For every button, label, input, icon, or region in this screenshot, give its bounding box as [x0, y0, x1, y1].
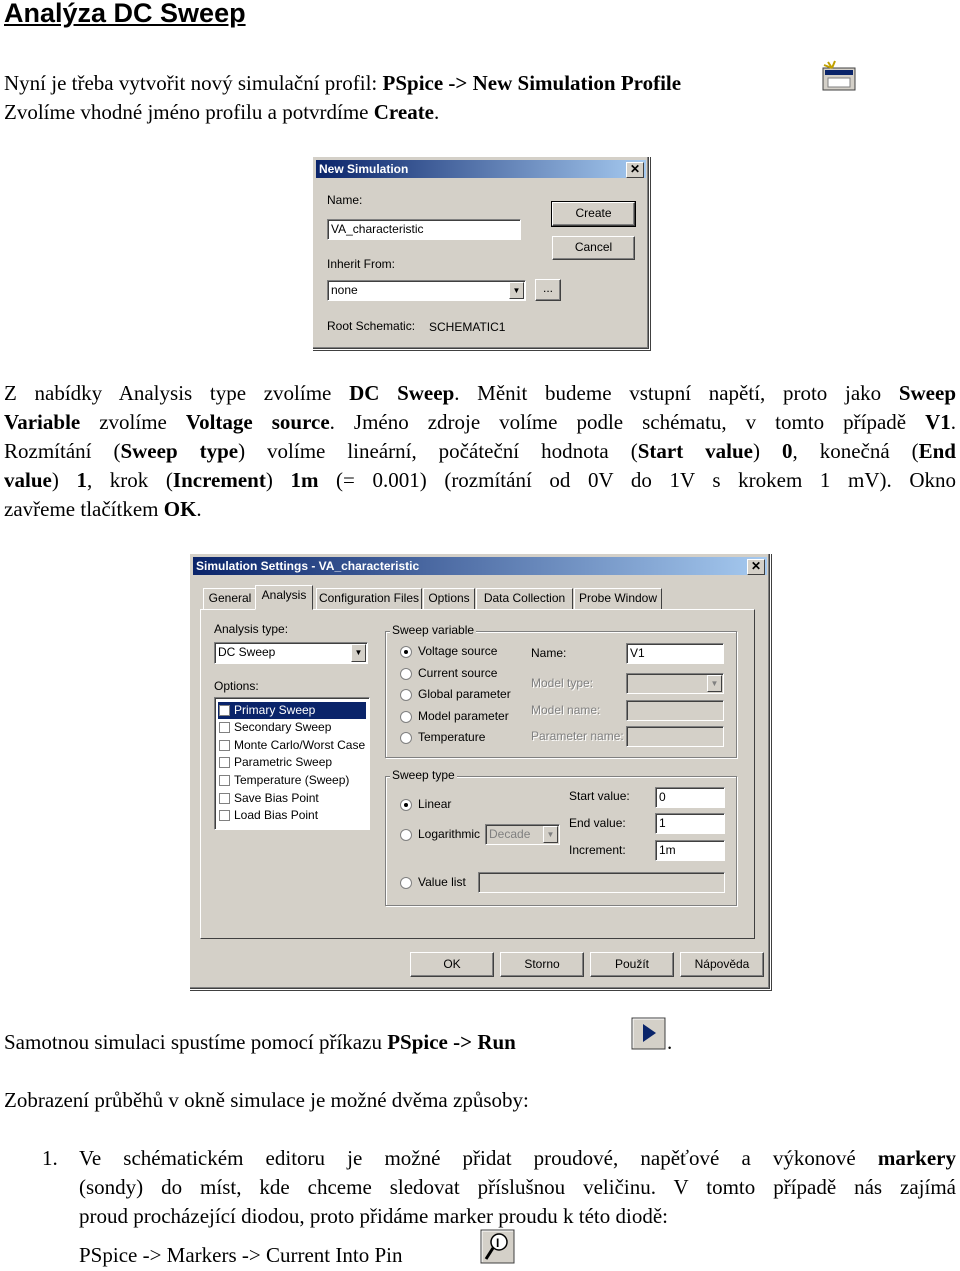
- tab-configuration-files[interactable]: Configuration Files: [316, 588, 422, 610]
- option-parametric-sweep[interactable]: Parametric Sweep: [218, 754, 366, 771]
- root-schematic-label: Root Schematic:: [327, 319, 416, 333]
- dialog-titlebar: [316, 160, 646, 178]
- inherit-from-select[interactable]: [327, 280, 526, 301]
- paragraph-3-end: .: [667, 1030, 673, 1054]
- checkbox[interactable]: [219, 705, 230, 716]
- model-name-input: [626, 700, 724, 721]
- checkbox[interactable]: [219, 775, 230, 786]
- options-list: [214, 697, 370, 830]
- tab-probe-window[interactable]: Probe Window: [574, 588, 662, 610]
- cancel-button[interactable]: Cancel: [552, 236, 635, 260]
- help-button[interactable]: Nápověda: [680, 952, 764, 977]
- log-scale-value: Decade: [489, 827, 531, 841]
- analysis-type-value: DC Sweep: [218, 645, 276, 659]
- inherit-from-value: none: [331, 283, 358, 297]
- global-parameter-label[interactable]: Global parameter: [418, 687, 511, 701]
- dialog-titlebar: [193, 557, 767, 575]
- tab-strip: [203, 588, 763, 610]
- close-button[interactable]: ✕: [626, 162, 644, 178]
- paragraph-2-line-3: Rozmítání (Sweep type) volíme lineární, počáteční hodnota (Start value) 0, konečná (End: [4, 439, 956, 463]
- start-value-input[interactable]: 0: [655, 787, 725, 808]
- log-scale-select: [485, 824, 560, 845]
- browse-button[interactable]: ...: [535, 279, 561, 301]
- model-parameter-label[interactable]: Model parameter: [418, 709, 509, 723]
- list-item-1-line-1: Ve schématickém editoru je možné přidat proudové, napěťové a výkonové markery: [79, 1146, 956, 1170]
- end-value-input[interactable]: 1: [655, 813, 725, 834]
- parameter-name-label: Parameter name:: [531, 729, 624, 743]
- radio-global-parameter[interactable]: [400, 689, 412, 701]
- paragraph-4: Zobrazení průběhů v okně simulace je možné dvěma způsoby:: [4, 1088, 529, 1112]
- voltage-source-label[interactable]: Voltage source: [418, 644, 498, 658]
- radio-linear[interactable]: [400, 799, 412, 811]
- radio-model-parameter[interactable]: [400, 711, 412, 723]
- current-source-label[interactable]: Current source: [418, 666, 498, 680]
- temperature-label[interactable]: Temperature: [418, 730, 486, 744]
- chevron-down-icon: ▼: [707, 675, 722, 692]
- linear-label[interactable]: Linear: [418, 797, 452, 811]
- apply-button[interactable]: Použít: [590, 952, 674, 977]
- end-value-label: End value:: [569, 816, 626, 830]
- increment-label: Increment:: [569, 843, 626, 857]
- value-list-label[interactable]: Value list: [418, 875, 466, 889]
- tab-analysis[interactable]: Analysis: [255, 585, 313, 610]
- list-item-number: 1.: [42, 1146, 58, 1170]
- checkbox[interactable]: [219, 793, 230, 804]
- checkbox[interactable]: [219, 810, 230, 821]
- option-save-bias-point[interactable]: Save Bias Point: [218, 790, 366, 807]
- start-value-label: Start value:: [569, 789, 630, 803]
- new-simulation-dialog: [312, 156, 650, 350]
- radio-current-source[interactable]: [400, 668, 412, 680]
- paragraph-2-line-5: zavřeme tlačítkem OK.: [4, 497, 202, 521]
- tab-options[interactable]: Options: [423, 588, 475, 610]
- radio-temperature[interactable]: [400, 732, 412, 744]
- inherit-from-label: Inherit From:: [327, 257, 396, 271]
- chevron-down-icon[interactable]: ▼: [351, 644, 366, 662]
- sweep-name-input[interactable]: V1: [626, 643, 724, 664]
- paragraph-2-line-4: value) 1, krok (Increment) 1m (= 0.001) (rozmítání od 0V do 1V s krokem 1 mV). Okno: [4, 468, 957, 492]
- checkbox[interactable]: [219, 722, 230, 733]
- analysis-type-select[interactable]: [214, 642, 368, 664]
- page-title: Analýza DC Sweep: [4, 0, 246, 28]
- option-secondary-sweep[interactable]: Secondary Sweep: [218, 719, 366, 736]
- svg-text:I: I: [496, 1236, 500, 1250]
- radio-voltage-source[interactable]: [400, 646, 412, 658]
- root-schematic-value: SCHEMATIC1: [429, 320, 506, 334]
- paragraph-2-line-1: Z nabídky Analysis type zvolíme DC Sweep. Měnit budeme vstupní napětí, proto jako Sweep: [4, 381, 956, 405]
- storno-button[interactable]: Storno: [500, 952, 584, 977]
- simulation-settings-dialog: [189, 553, 771, 990]
- list-item-1: [79, 1144, 956, 1231]
- paragraph-1-line-1: Nyní je třeba vytvořit nový simulační profil: PSpice -> New Simulation Profile: [4, 71, 682, 95]
- option-monte-carlo[interactable]: Monte Carlo/Worst Case: [218, 737, 366, 754]
- model-type-label: Model type:: [531, 676, 594, 690]
- analysis-type-label: Analysis type:: [214, 622, 289, 636]
- sweep-variable-label: Sweep variable: [392, 623, 475, 637]
- option-temperature-sweep[interactable]: Temperature (Sweep): [218, 772, 366, 789]
- paragraph-1-line-2: Zvolíme vhodné jméno profilu a potvrdíme Create.: [4, 100, 440, 124]
- paragraph-2-line-2: Variable zvolíme Voltage source. Jméno zdroje volíme podle schématu, v tomto případě V1.: [4, 410, 956, 434]
- option-primary-sweep[interactable]: Primary Sweep: [218, 702, 366, 719]
- list-item-1-line-2: (sondy) do míst, kde chceme sledovat příslušnou veličinu. V tomto případě nás zajímá: [79, 1175, 956, 1199]
- create-button[interactable]: Create: [552, 202, 635, 226]
- increment-input[interactable]: 1m: [655, 840, 725, 861]
- dialog-title: Simulation Settings - VA_characteristic: [196, 559, 420, 573]
- option-load-bias-point[interactable]: Load Bias Point: [218, 807, 366, 824]
- list-item-1-line-3: proud procházející diodou, proto přidáme marker proudu k této diodě:: [79, 1204, 668, 1228]
- tab-data-collection[interactable]: Data Collection: [476, 588, 573, 610]
- run-icon: [631, 1017, 667, 1051]
- radio-value-list[interactable]: [400, 877, 412, 889]
- checkbox[interactable]: [219, 740, 230, 751]
- chevron-down-icon: ▼: [543, 826, 558, 843]
- options-label: Options:: [214, 679, 259, 693]
- close-button[interactable]: ✕: [747, 559, 765, 575]
- sweep-type-label: Sweep type: [392, 768, 455, 782]
- current-marker-icon: [480, 1229, 516, 1265]
- paragraph-3: Samotnou simulaci spustíme pomocí příkazu PSpice -> Run: [4, 1030, 516, 1054]
- chevron-down-icon[interactable]: ▼: [509, 282, 524, 299]
- dialog-title: New Simulation: [319, 162, 409, 176]
- parameter-name-input: [626, 726, 724, 747]
- radio-logarithmic[interactable]: [400, 829, 412, 841]
- logarithmic-label[interactable]: Logarithmic: [418, 827, 481, 841]
- ok-button[interactable]: OK: [410, 952, 494, 977]
- name-input[interactable]: VA_characteristic: [327, 219, 521, 240]
- paragraph-2: [4, 379, 956, 524]
- model-name-label: Model name:: [531, 703, 601, 717]
- list-item-1-command: PSpice -> Markers -> Current Into Pin: [79, 1243, 403, 1267]
- new-simulation-profile-icon: [822, 60, 858, 92]
- sweep-name-label: Name:: [531, 646, 567, 660]
- tab-general[interactable]: General: [203, 588, 257, 610]
- value-list-input: [478, 872, 725, 893]
- name-label: Name:: [327, 193, 363, 207]
- model-type-select: [626, 673, 724, 694]
- checkbox[interactable]: [219, 757, 230, 768]
